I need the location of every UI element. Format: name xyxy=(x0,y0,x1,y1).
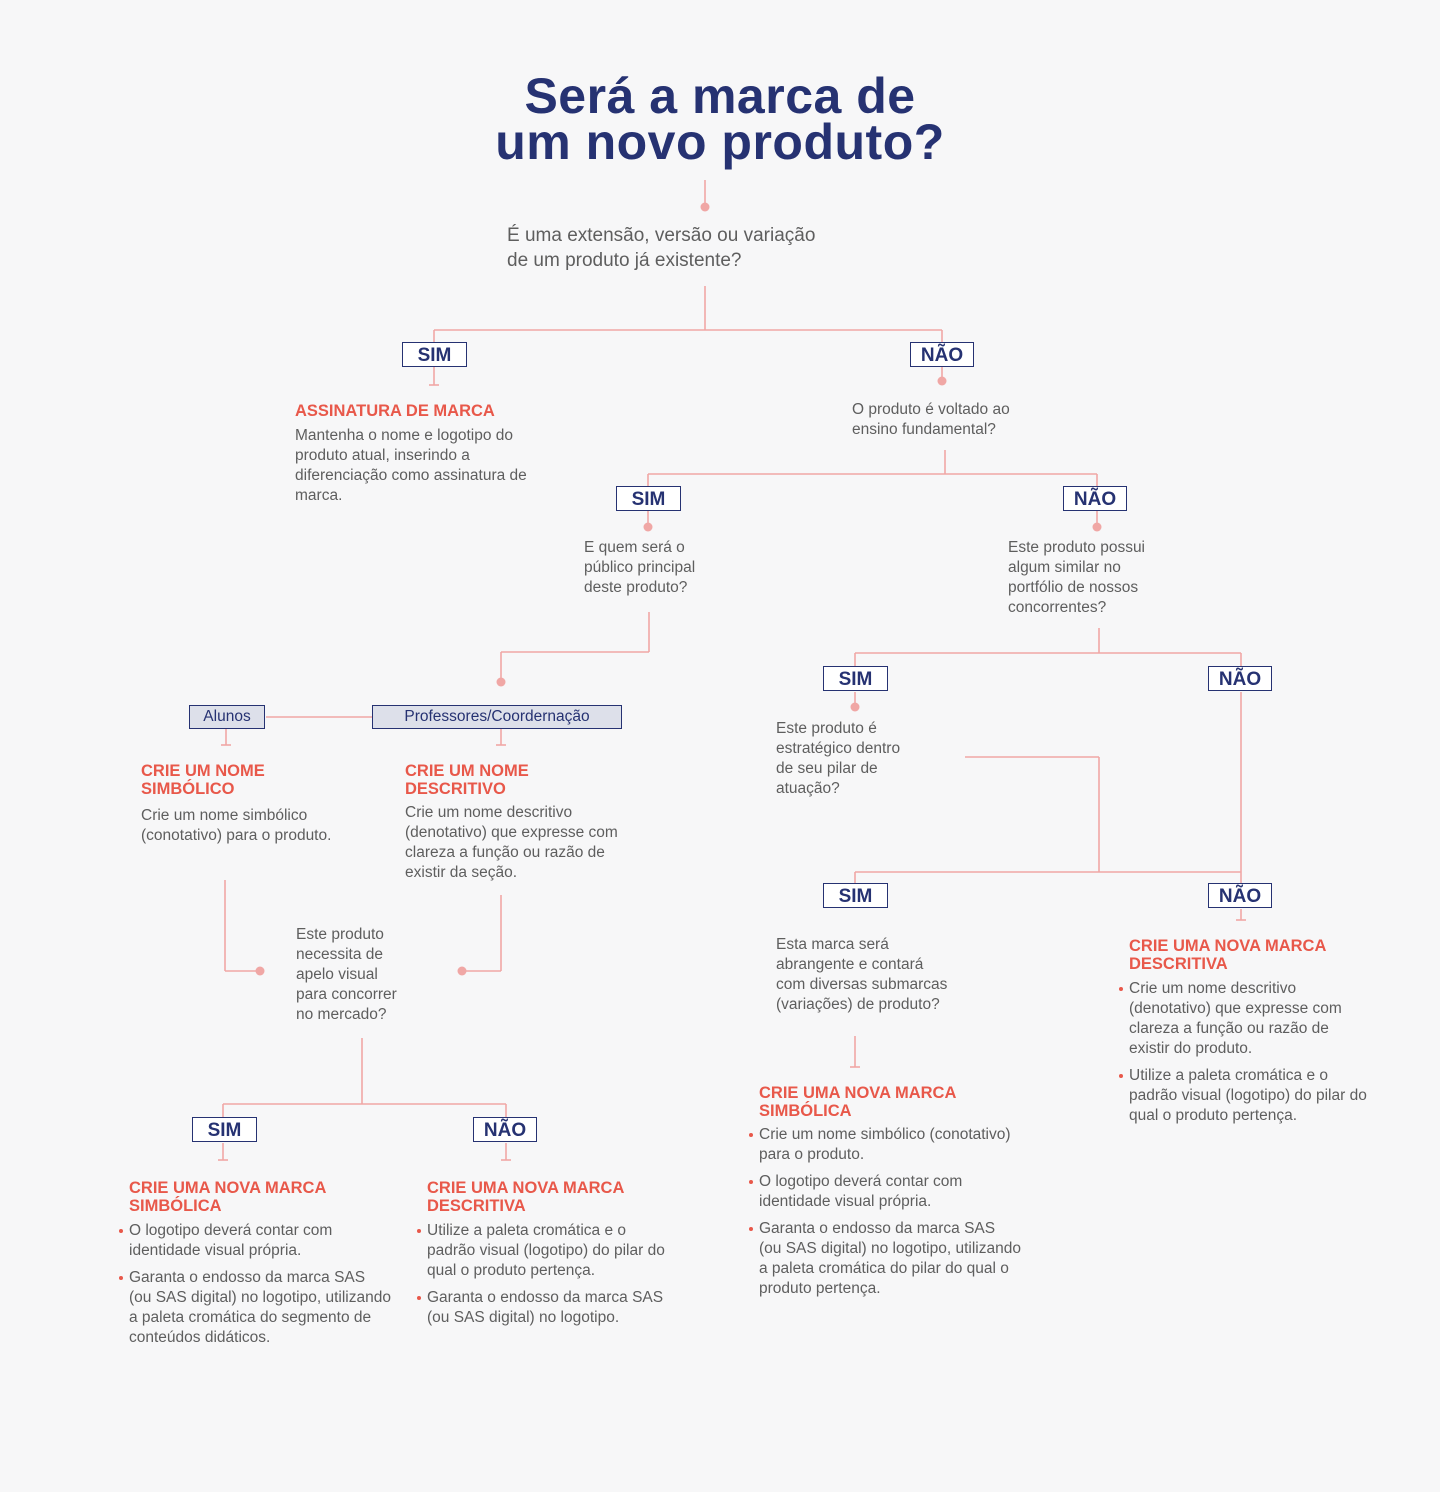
title-line-1: Será a marca de xyxy=(524,68,916,124)
list-item: Garanta o endosso da marca SAS (ou SAS digital) no logotipo. xyxy=(427,1289,664,1326)
list-item: Utilize a paleta cromática e o padrão visual (logotipo) do pilar do qual o produto pertença. xyxy=(427,1222,665,1279)
result-nome-simbolico-body: Crie um nome simbólico (conotativo) para o produto. xyxy=(141,807,332,844)
question-strategic: Este produto é estratégico dentro de seu pilar de atuação? xyxy=(776,720,901,797)
sim-box-strategic: SIM xyxy=(823,883,888,908)
result-nome-descritivo-body: Crie um nome descritivo (denotativo) que expresse com clareza a função ou razão de existir da seção. xyxy=(405,804,618,881)
alunos-pill: Alunos xyxy=(189,705,265,729)
result-nova-descritiva-left-title: CRIE UMA NOVA MARCA DESCRITIVA xyxy=(427,1179,624,1215)
list-item: Crie um nome simbólico (conotativo) para o produto. xyxy=(759,1125,1021,1165)
sim-box-extension: SIM xyxy=(402,342,467,367)
result-nova-simbolica-right-title: CRIE UMA NOVA MARCA SIMBÓLICA xyxy=(759,1084,956,1120)
list-item: O logotipo deverá contar com identidade visual própria. xyxy=(759,1172,1021,1212)
list-item: Utilize a paleta cromática e o padrão visual (logotipo) do pilar do qual o produto pertença. xyxy=(1129,1066,1369,1126)
question-competitors: Este produto possui algum similar no portfólio de nossos concorrentes? xyxy=(1008,539,1146,616)
result-nova-descritiva-right-title: CRIE UMA NOVA MARCA DESCRITIVA xyxy=(1129,937,1326,973)
result-nome-simbolico-title: CRIE UM NOME SIMBÓLICO xyxy=(141,762,265,798)
result-assinatura-title: ASSINATURA DE MARCA xyxy=(295,402,495,420)
sim-box-visual: SIM xyxy=(192,1117,257,1142)
nao-box-competitors: NÃO xyxy=(1208,666,1272,691)
list-item: Garanta o endosso da marca SAS (ou SAS digital) no logotipo, utilizando a paleta cromática do segmento de conteúdos didáticos. xyxy=(129,1269,391,1346)
result-nova-descritiva-right-list xyxy=(1129,979,1369,1133)
result-nova-simbolica-left-title: CRIE UMA NOVA MARCA SIMBÓLICA xyxy=(129,1179,326,1215)
list-item: O logotipo deverá contar com identidade visual própria. xyxy=(129,1221,391,1261)
title-line-2: um novo produto? xyxy=(495,114,945,170)
list-item: Crie um nome descritivo (denotativo) que expresse com clareza a função ou razão de existir do produto. xyxy=(1129,979,1369,1059)
question-visual: Este produto necessita de apelo visual para concorrer no mercado? xyxy=(296,926,397,1023)
sim-box-fundamental: SIM xyxy=(616,486,681,511)
nao-box-fundamental: NÃO xyxy=(1063,486,1127,511)
result-nome-descritivo-title: CRIE UM NOME DESCRITIVO xyxy=(405,762,529,798)
professores-pill: Professores/Coordernação xyxy=(372,705,622,729)
page-title xyxy=(0,68,1440,170)
result-nova-simbolica-left-list xyxy=(129,1221,391,1355)
result-nova-descritiva-left-list xyxy=(427,1221,665,1335)
nao-box-strategic: NÃO xyxy=(1208,883,1272,908)
result-nova-simbolica-right-list xyxy=(759,1125,1021,1306)
result-assinatura-body: Mantenha o nome e logotipo do produto atual, inserindo a diferenciação como assinatura de marca. xyxy=(295,427,527,504)
nao-box-visual: NÃO xyxy=(473,1117,537,1142)
question-extension: É uma extensão, versão ou variação de um produto já existente? xyxy=(507,225,816,271)
question-audience: E quem será o público principal deste produto? xyxy=(584,539,696,596)
sim-box-competitors: SIM xyxy=(823,666,888,691)
question-fundamental: O produto é voltado ao ensino fundamental? xyxy=(852,401,1010,438)
nao-box-extension: NÃO xyxy=(910,342,974,367)
list-item: Garanta o endosso da marca SAS (ou SAS digital) no logotipo, utilizando a paleta cromática do pilar do qual o produto pertença. xyxy=(759,1220,1021,1297)
question-submarcas: Esta marca será abrangente e contará com diversas submarcas (variações) de produto? xyxy=(776,936,948,1013)
